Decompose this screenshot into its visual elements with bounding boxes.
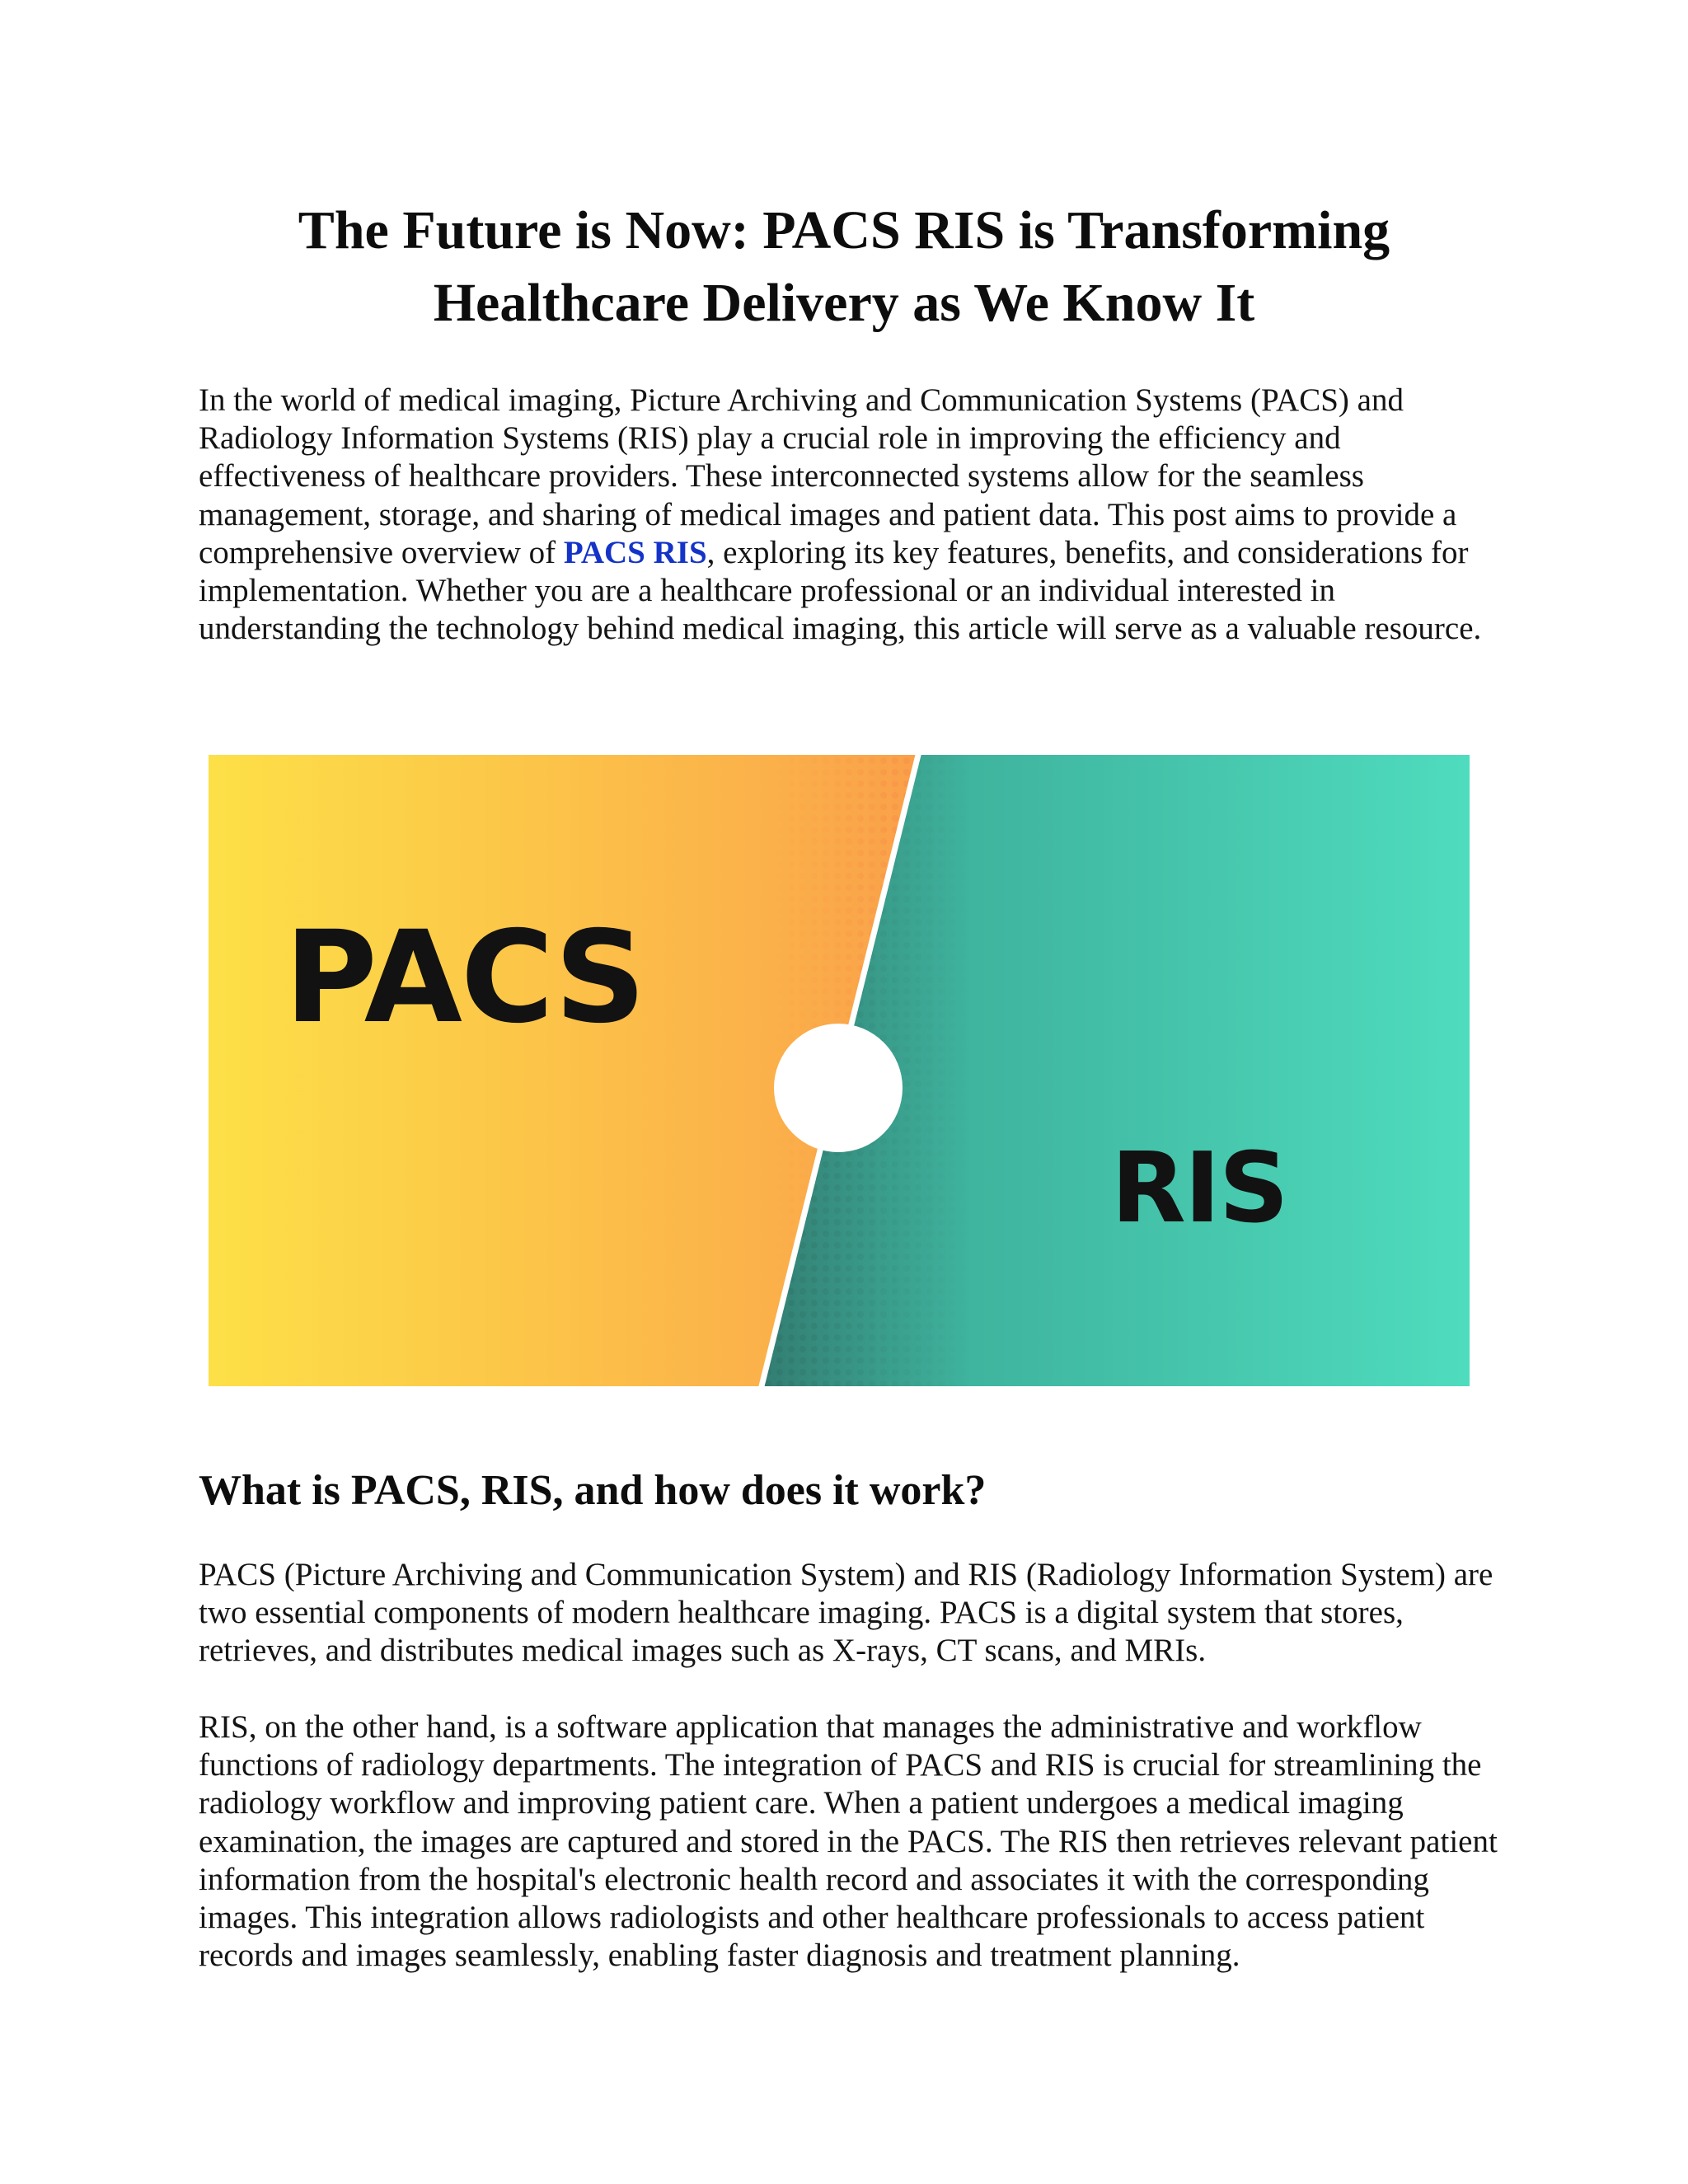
paragraph-ris: RIS, on the other hand, is a software application that manages the administrative and workflow functions of radiology departments. The integration of PACS and RIS is crucial for streamlining the radiology workflow and improving patient care. When a patient undergoes a medical imaging examination, the images are captured and stored in the PACS. The RIS then retrieves relevant patient information from the hospital's electronic health record and associates it with the corresponding images. This integration allows radiologists and other healthcare professionals to access patient records and images seamlessly, enabling faster diagnosis and treatment planning. xyxy=(199,1709,1498,1974)
paragraph-pacs: PACS (Picture Archiving and Communication System) and RIS (Radiology Information System) are two essential components of modern healthcare imaging. PACS is a digital system that stores, retrieves, and distributes medical images such as X-rays, CT scans, and MRIs. xyxy=(199,1557,1493,1669)
section-heading: What is PACS, RIS, and how does it work? xyxy=(199,1467,987,1514)
hero-graphic xyxy=(209,755,1470,1386)
intro-text-after-link: , exploring its key features, benefits, and considerations for implementation. Whether you are a healthcare professional or an individual interested in understanding the technology behind medical imaging, this article will serve as a valuable resource. xyxy=(199,534,1482,647)
intro-text-before-link: In the world of medical imaging, Picture Archiving and Communication Systems (PACS) and Radiology Information Systems (RIS) play a crucial role in improving the efficiency and effectiveness of healthcare providers. These interconnected systems allow for the seamless management, storage, and sharing of medical images and patient data. This post aims to provide a comprehensive overview of xyxy=(199,382,1457,570)
pacs-ris-link[interactable]: PACS RIS xyxy=(563,534,707,570)
hero-center-circle xyxy=(774,1024,903,1152)
hero-label-ris: RIS xyxy=(1111,1131,1287,1244)
article-title xyxy=(198,194,1490,340)
article-title-line-2: Healthcare Delivery as We Know It xyxy=(433,273,1255,333)
hero-label-pacs: PACS xyxy=(284,904,645,1052)
article-title-line-1: The Future is Now: PACS RIS is Transforming xyxy=(298,200,1390,260)
pacs-ris-hero-image xyxy=(209,755,1470,1386)
intro-paragraph xyxy=(199,382,1501,648)
